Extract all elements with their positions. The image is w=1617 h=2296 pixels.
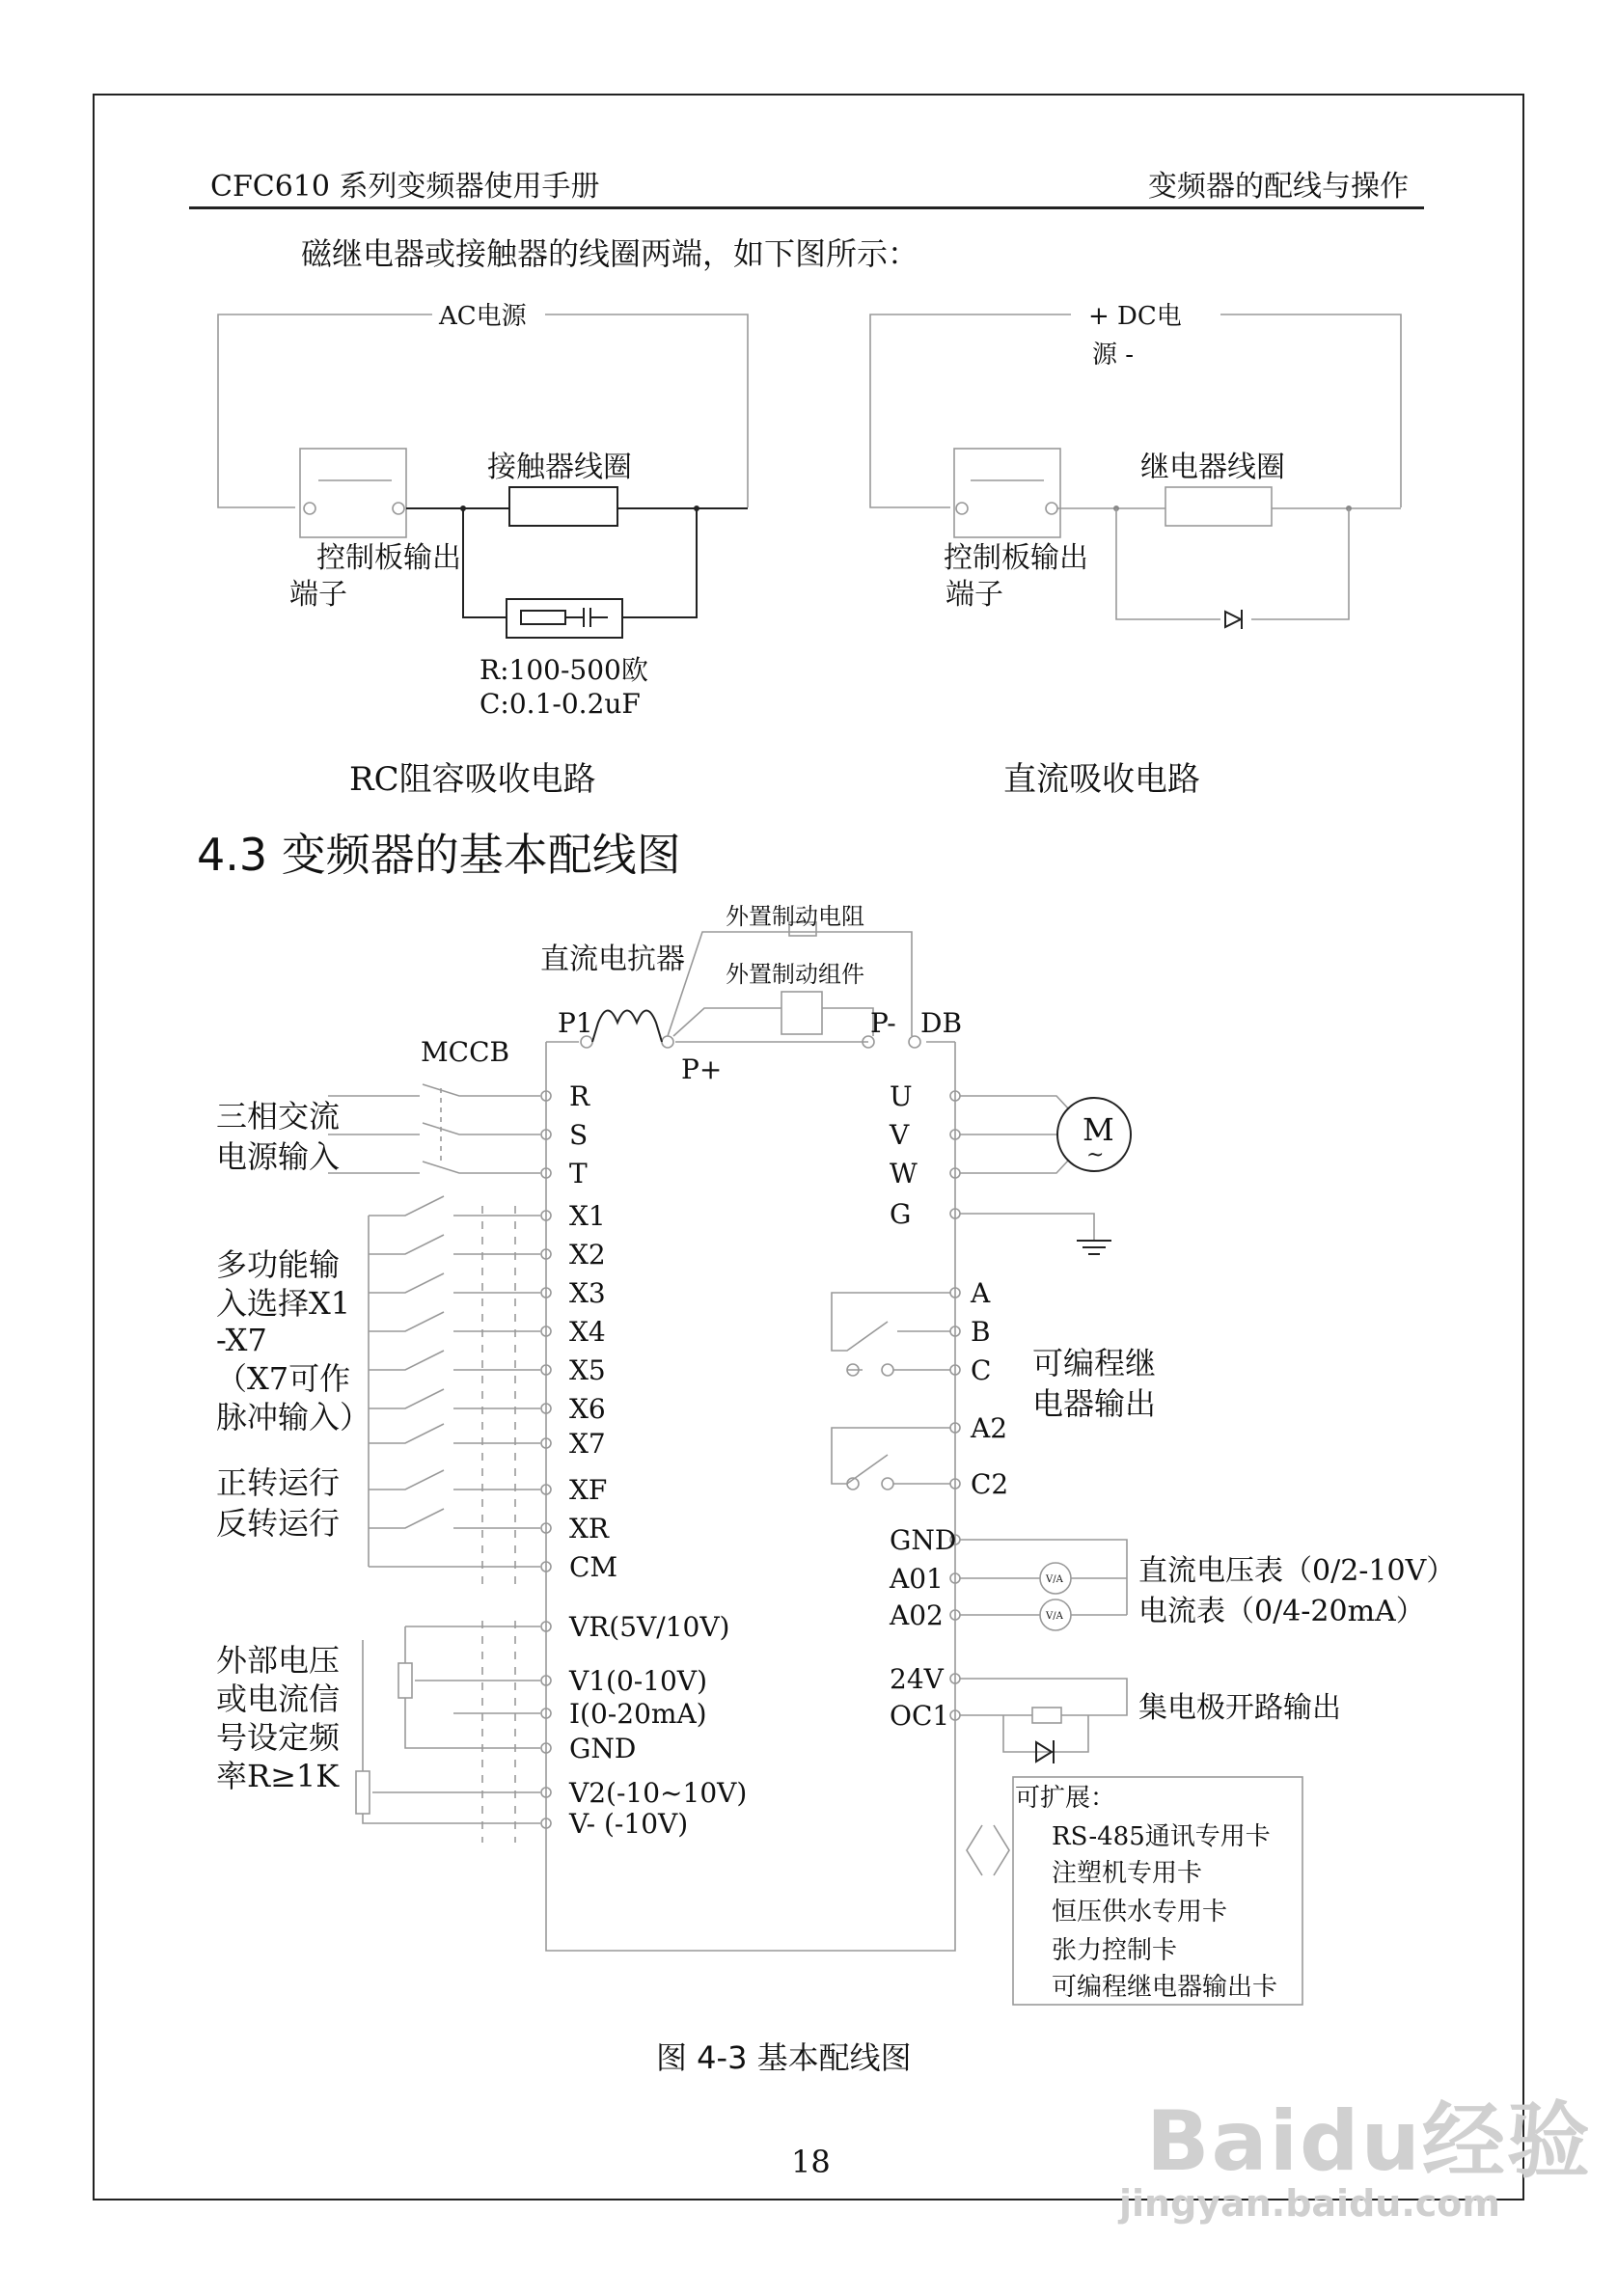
term-s: S bbox=[569, 1119, 589, 1151]
terminal-label-1: 控制板输出 bbox=[944, 541, 1088, 575]
rc-circuit bbox=[218, 302, 748, 720]
term-x4: X4 bbox=[569, 1316, 606, 1348]
forward-label: 正转运行 bbox=[216, 1464, 341, 1501]
potentiometer bbox=[356, 1771, 370, 1814]
multi-input-line5: 脉冲输入） bbox=[216, 1399, 371, 1435]
terminal-box bbox=[300, 449, 406, 537]
input-group-line1: 三相交流 bbox=[216, 1098, 341, 1134]
term-v: V bbox=[890, 1119, 910, 1151]
watermark-url: jingyan.baidu.com bbox=[1119, 2182, 1500, 2225]
terminal-label-1: 控制板输出 bbox=[316, 541, 461, 575]
power-input-lines bbox=[328, 1084, 551, 1178]
reverse-label: 反转运行 bbox=[216, 1505, 341, 1542]
terminal-label-2: 端子 bbox=[289, 578, 347, 612]
ammeter-label: 电流表（0/4-20mA） bbox=[1138, 1595, 1425, 1628]
p-minus-label: P- bbox=[870, 1007, 896, 1039]
analog-group-line3: 号设定频 bbox=[216, 1719, 341, 1756]
term-x2: X2 bbox=[569, 1239, 606, 1271]
voltmeter-symbol: V/A bbox=[1046, 1574, 1063, 1585]
term-24v: 24V bbox=[890, 1663, 944, 1695]
term-x3: X3 bbox=[569, 1277, 606, 1309]
multi-input-line3: -X7 bbox=[216, 1322, 267, 1358]
db-label: DB bbox=[920, 1007, 963, 1039]
expansion-title: 可扩展： bbox=[1015, 1784, 1116, 1813]
term-v-minus: V- (-10V) bbox=[569, 1808, 689, 1840]
dc-caption: 直流吸收电路 bbox=[1003, 760, 1200, 799]
potentiometer bbox=[398, 1663, 412, 1698]
term-cm: CM bbox=[569, 1551, 618, 1583]
contactor-coil bbox=[509, 487, 617, 526]
term-t: T bbox=[569, 1158, 588, 1189]
watermark-brand: Baidu经验 bbox=[1146, 2093, 1592, 2190]
voltmeter-label: 直流电压表（0/2-10V） bbox=[1138, 1554, 1456, 1588]
expansion-item: RS-485通讯专用卡 bbox=[1052, 1822, 1271, 1851]
c-value: C:0.1-0.2uF bbox=[480, 688, 641, 720]
digital-input-switches bbox=[369, 1196, 551, 1592]
term-a2: A2 bbox=[971, 1412, 1008, 1444]
coil-label: 继电器线圈 bbox=[1140, 451, 1285, 484]
brake-resistor-label: 外置制动电阻 bbox=[726, 903, 864, 930]
p-plus-label: P+ bbox=[681, 1053, 723, 1085]
rc-caption: RC阻容吸收电路 bbox=[349, 760, 596, 799]
analog-group-line4: 率R≥1K bbox=[216, 1758, 340, 1794]
expansion-item: 恒压供水专用卡 bbox=[1052, 1898, 1228, 1927]
open-collector-wiring bbox=[950, 1674, 1127, 1763]
term-x6: X6 bbox=[569, 1393, 606, 1425]
relay-output-wiring bbox=[832, 1288, 960, 1490]
ground-icon bbox=[1077, 1241, 1111, 1254]
mccb-label: MCCB bbox=[421, 1036, 510, 1068]
section-heading: 4.3 变频器的基本配线图 bbox=[197, 829, 681, 881]
brake-unit-label: 外置制动组件 bbox=[726, 961, 864, 988]
term-v1: V1(0-10V) bbox=[569, 1665, 708, 1697]
term-c2: C2 bbox=[971, 1468, 1009, 1500]
term-a02: A02 bbox=[890, 1599, 944, 1631]
term-r: R bbox=[569, 1080, 590, 1112]
expansion-item: 可编程继电器输出卡 bbox=[1052, 1973, 1278, 2002]
term-oc1: OC1 bbox=[890, 1700, 950, 1732]
term-a: A bbox=[971, 1277, 991, 1309]
coil-label: 接触器线圈 bbox=[487, 451, 632, 484]
term-xf: XF bbox=[569, 1474, 608, 1506]
expansion-connector-icon bbox=[967, 1825, 1009, 1875]
term-x7: X7 bbox=[569, 1428, 606, 1460]
analog-group-line2: 或电流信 bbox=[216, 1681, 341, 1717]
motor-label: M bbox=[1083, 1111, 1114, 1148]
expansion-item: 张力控制卡 bbox=[1052, 1936, 1178, 1965]
term-vr: VR(5V/10V) bbox=[569, 1611, 730, 1643]
dc-source-line2: 源 - bbox=[1092, 341, 1135, 369]
term-x1: X1 bbox=[569, 1200, 606, 1232]
oc-output-label: 集电极开路输出 bbox=[1138, 1691, 1341, 1725]
ac-source-label: AC电源 bbox=[439, 302, 527, 331]
motor-ac-symbol: ~ bbox=[1086, 1143, 1105, 1167]
analog-input-wiring bbox=[356, 1621, 551, 1843]
term-gnd-right: GND bbox=[890, 1524, 957, 1556]
dc-reactor bbox=[592, 1011, 662, 1043]
figure-caption: 图 4-3 基本配线图 bbox=[656, 2039, 912, 2076]
dc-reactor-label: 直流电抗器 bbox=[540, 943, 685, 976]
analog-group-line1: 外部电压 bbox=[216, 1642, 341, 1679]
term-x5: X5 bbox=[569, 1354, 606, 1386]
dc-source-line1: + DC电 bbox=[1088, 302, 1182, 331]
terminal-box bbox=[954, 449, 1060, 537]
basic-wiring-diagram bbox=[216, 903, 1455, 2005]
diode-icon bbox=[1225, 610, 1242, 629]
term-b: B bbox=[971, 1316, 991, 1348]
term-v2: V2(-10~10V) bbox=[569, 1777, 748, 1809]
term-u: U bbox=[890, 1080, 913, 1112]
terminal-label-2: 端子 bbox=[946, 578, 1003, 612]
r-value: R:100-500欧 bbox=[480, 654, 648, 686]
expansion-item: 注塑机专用卡 bbox=[1052, 1859, 1203, 1888]
relay-output-line1: 可编程继 bbox=[1032, 1345, 1157, 1381]
ammeter-symbol: V/A bbox=[1046, 1611, 1063, 1622]
term-a01: A01 bbox=[890, 1563, 944, 1595]
input-group-line2: 电源输入 bbox=[216, 1138, 341, 1175]
multi-input-line4: （X7可作 bbox=[216, 1360, 351, 1397]
p1-label: P1 bbox=[558, 1007, 593, 1039]
term-c: C bbox=[971, 1354, 992, 1386]
term-w: W bbox=[890, 1158, 918, 1189]
intro-text: 磁继电器或接触器的线圈两端，如下图所示： bbox=[301, 235, 919, 272]
meter-wiring bbox=[950, 1535, 1127, 1630]
header-left: CFC610 系列变频器使用手册 bbox=[210, 170, 600, 204]
relay-coil bbox=[1165, 487, 1272, 526]
dc-circuit bbox=[870, 302, 1401, 629]
brake-unit bbox=[781, 992, 822, 1034]
page-number: 18 bbox=[791, 2144, 831, 2180]
relay-output-line2: 电器输出 bbox=[1032, 1385, 1157, 1422]
header-right: 变频器的配线与操作 bbox=[1148, 170, 1409, 204]
multi-input-line2: 入选择X1 bbox=[216, 1285, 351, 1322]
term-g: G bbox=[890, 1198, 912, 1230]
term-gnd-left: GND bbox=[569, 1733, 637, 1764]
term-i: I(0-20mA) bbox=[569, 1698, 707, 1730]
multi-input-line1: 多功能输 bbox=[216, 1246, 341, 1283]
term-xr: XR bbox=[569, 1513, 610, 1544]
